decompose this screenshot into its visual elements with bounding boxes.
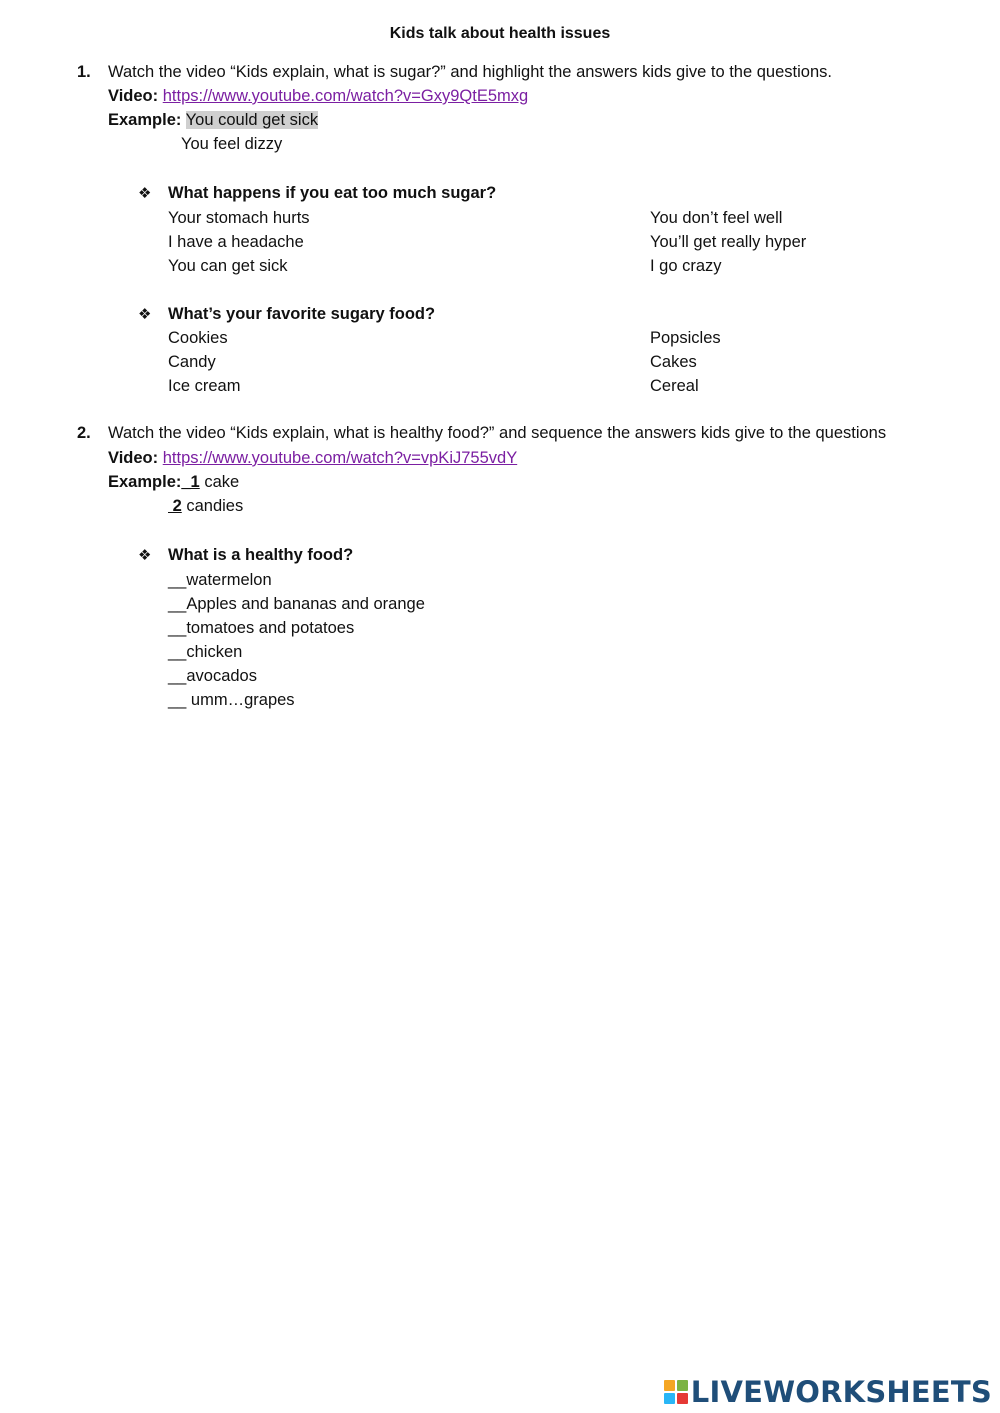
answer-option[interactable]: Candy <box>168 353 216 371</box>
answer-option[interactable]: You can get sick <box>168 257 288 275</box>
video-link-1[interactable]: https://www.youtube.com/watch?v=Gxy9QtE5mxg <box>162 87 529 105</box>
video-link-2[interactable]: https://www.youtube.com/watch?v=vpKiJ755vdY <box>162 449 518 467</box>
example-second-answer[interactable]: You feel dizzy <box>181 135 283 153</box>
answer-option[interactable]: Your stomach hurts <box>168 209 310 227</box>
answer-option[interactable]: I go crazy <box>650 257 722 275</box>
answer-option[interactable]: Cookies <box>168 329 228 347</box>
example-blank: 2 <box>168 497 182 515</box>
example-label: Example: <box>108 473 182 491</box>
example-item: candies <box>186 497 244 515</box>
sequence-item[interactable]: __watermelon <box>168 571 272 589</box>
question-3: What is a healthy food? <box>168 546 354 564</box>
example-label: Example: <box>108 111 182 129</box>
sequence-item[interactable]: __tomatoes and potatoes <box>168 619 355 637</box>
sequence-item[interactable]: __ umm…grapes <box>168 691 295 709</box>
answer-option[interactable]: You don’t feel well <box>650 209 783 227</box>
section-2-number: 2. <box>77 424 91 442</box>
answer-option[interactable]: Ice cream <box>168 377 241 395</box>
section-1-video-line <box>108 87 528 106</box>
section-2-video-line <box>108 449 517 468</box>
question-1: What happens if you eat too much sugar? <box>168 184 497 202</box>
section-2-example-line-2 <box>168 497 243 516</box>
section-1-number: 1. <box>77 63 91 81</box>
bullet-icon: ❖ <box>138 306 152 323</box>
example-item: cake <box>204 473 240 491</box>
section-1-example-line <box>108 111 318 130</box>
page-title: Kids talk about health issues <box>389 25 611 42</box>
answer-option[interactable]: Popsicles <box>650 329 721 347</box>
logo-text: LIVEWORKSHEETS <box>690 1375 992 1409</box>
logo-mark-icon <box>664 1380 688 1404</box>
answer-option[interactable]: Cakes <box>650 353 697 371</box>
liveworksheets-logo <box>664 1375 992 1409</box>
example-highlighted-answer[interactable]: You could get sick <box>185 111 319 129</box>
sequence-item[interactable]: __avocados <box>168 667 257 685</box>
section-2-example-line <box>108 473 239 492</box>
answer-option[interactable]: Cereal <box>650 377 699 395</box>
answer-option[interactable]: I have a headache <box>168 233 304 251</box>
sequence-item[interactable]: __chicken <box>168 643 243 661</box>
section-2-instruction: Watch the video “Kids explain, what is healthy food?” and sequence the answers kids give to the questions <box>108 424 887 442</box>
video-label: Video: <box>108 449 159 467</box>
bullet-icon: ❖ <box>138 185 152 202</box>
video-label: Video: <box>108 87 159 105</box>
bullet-icon: ❖ <box>138 547 152 564</box>
example-blank: _1 <box>181 473 200 491</box>
section-1-instruction: Watch the video “Kids explain, what is sugar?” and highlight the answers kids give to the questions. <box>108 63 832 81</box>
answer-option[interactable]: You’ll get really hyper <box>650 233 807 251</box>
question-2: What’s your favorite sugary food? <box>168 305 436 323</box>
sequence-item[interactable]: __Apples and bananas and orange <box>168 595 425 613</box>
